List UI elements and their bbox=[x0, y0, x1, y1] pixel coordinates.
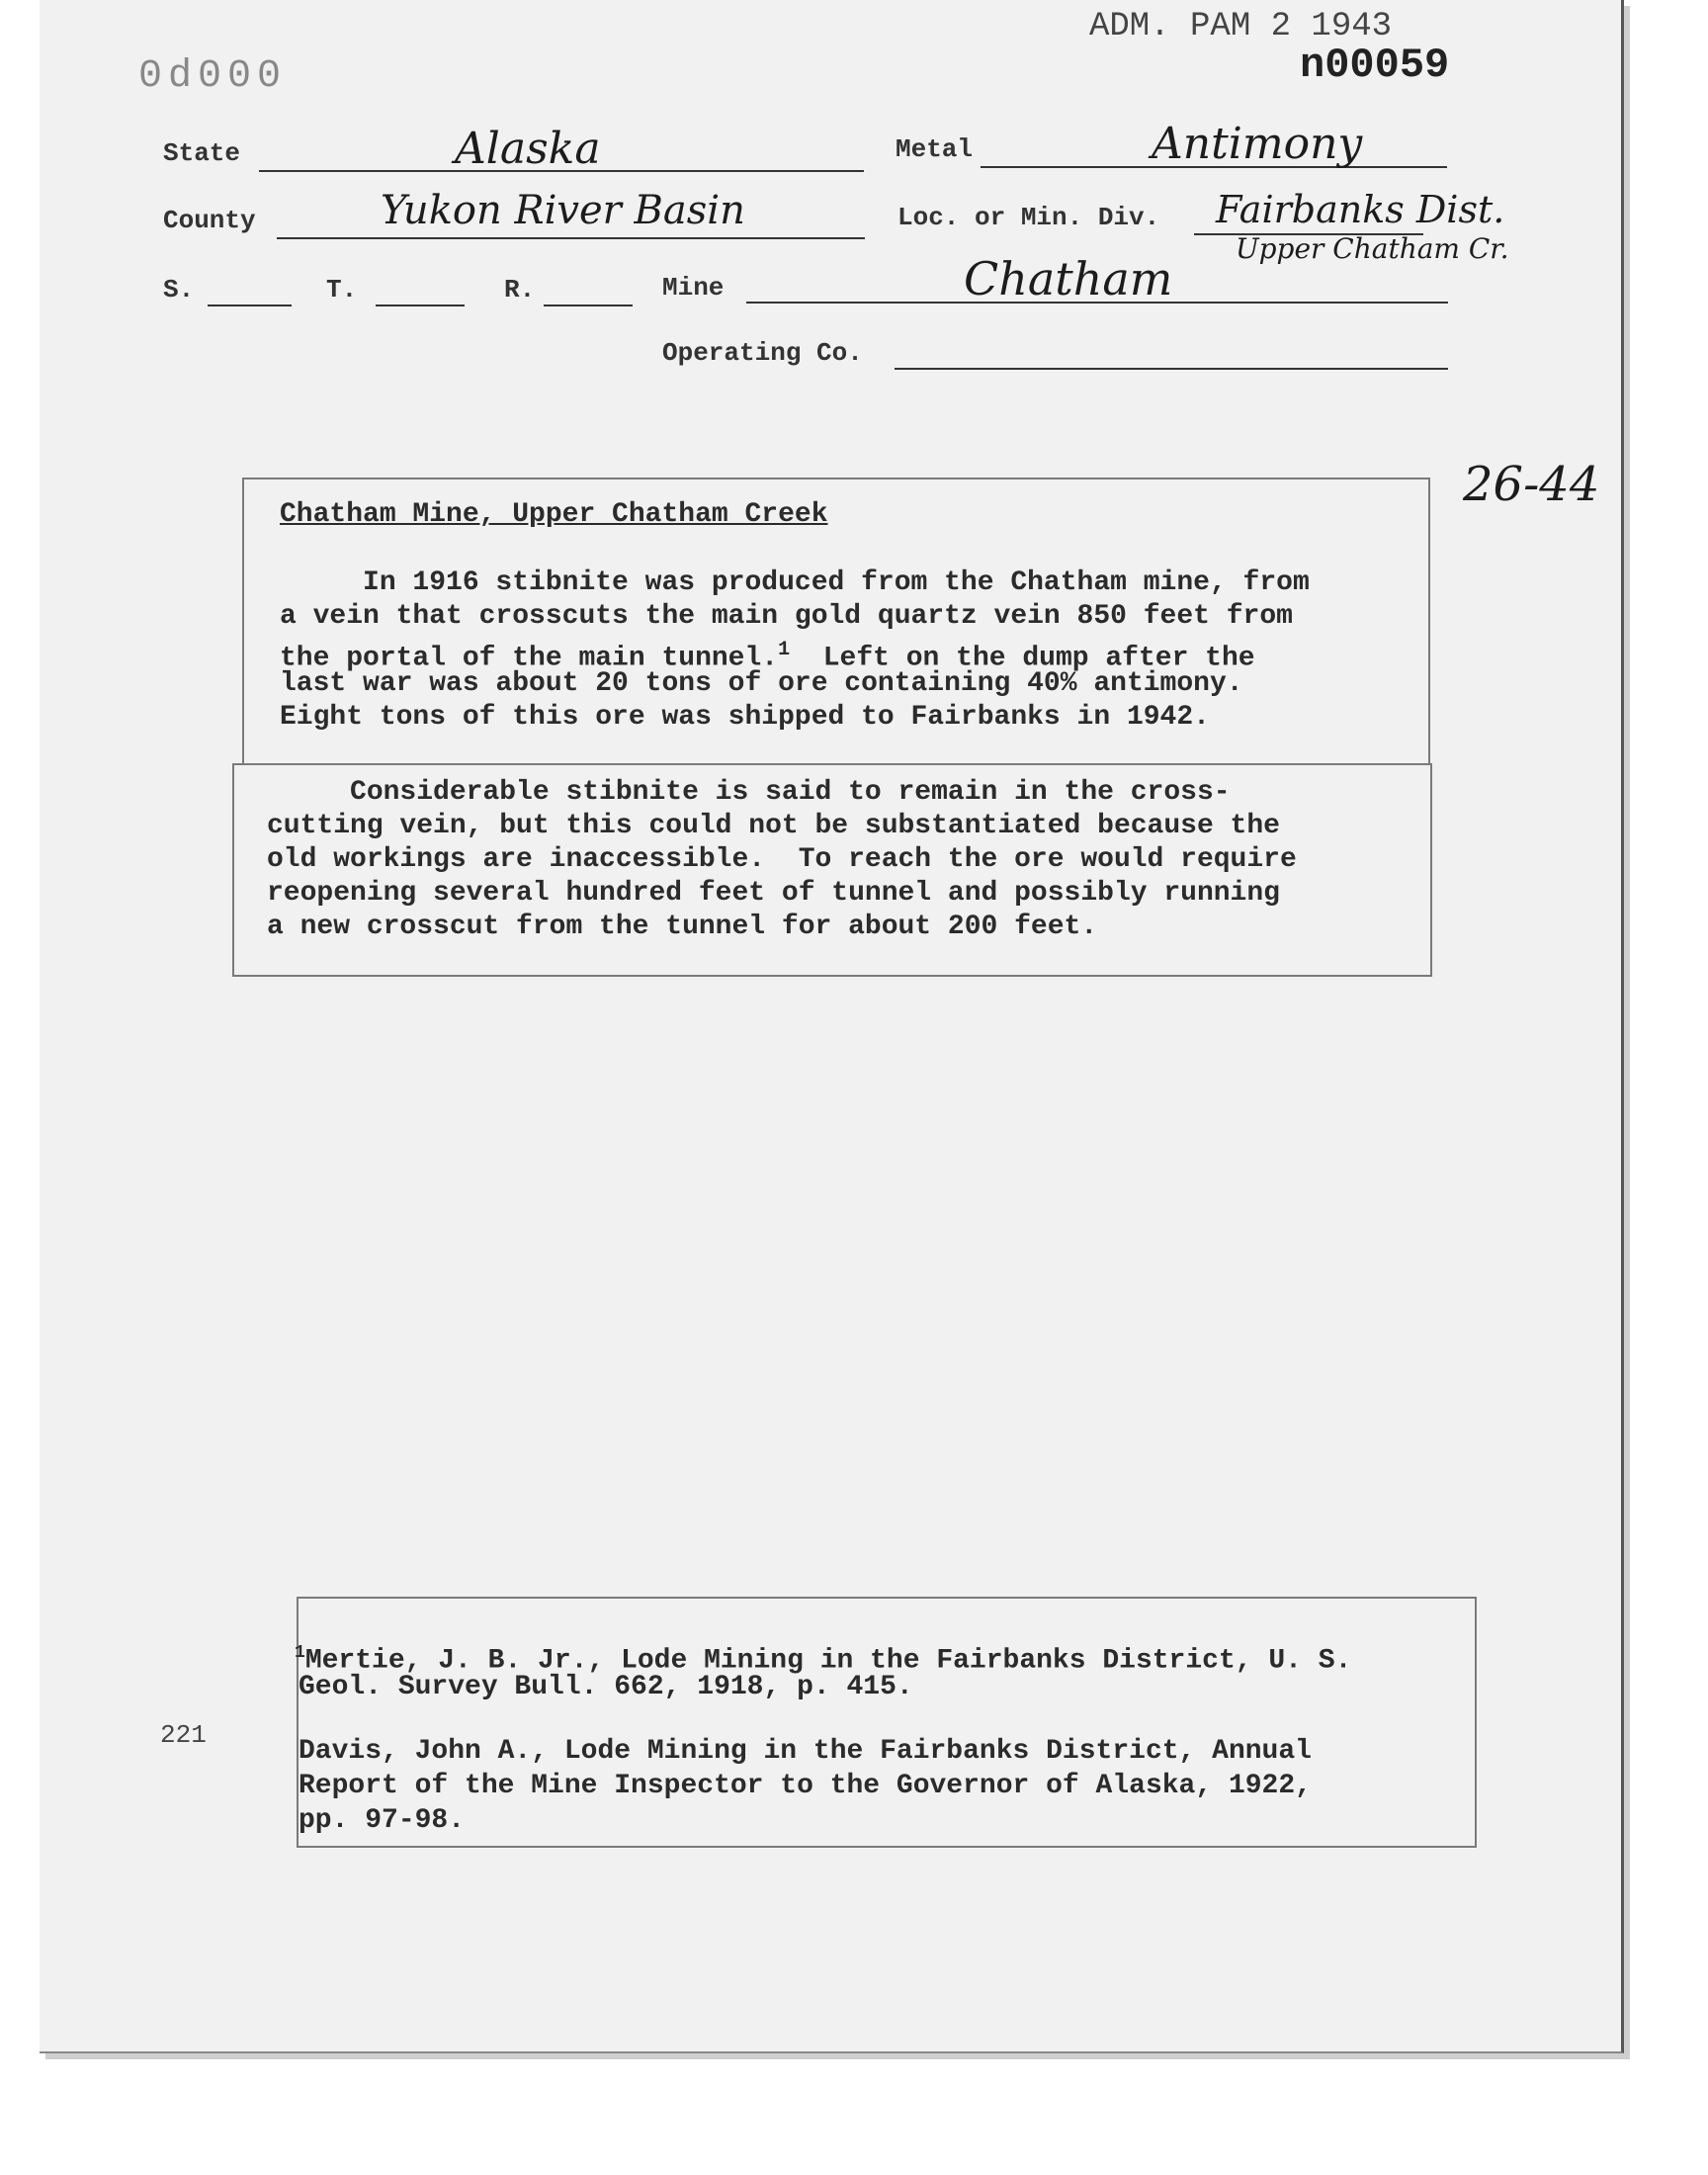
section-underline bbox=[208, 304, 292, 306]
county-value: Yukon River Basin bbox=[381, 188, 745, 233]
metal-value: Antimony bbox=[1152, 119, 1363, 169]
reference-1-text: Mertie, J. B. Jr., Lode Mining in the Fairbanks District, U. S. bbox=[304, 1645, 1352, 1677]
margin-note: 26-44 bbox=[1463, 457, 1600, 512]
mine-label: Mine bbox=[662, 273, 725, 303]
operating-company-underline bbox=[895, 368, 1448, 370]
state-label: State bbox=[163, 138, 241, 168]
file-reference: ADM. PAM 2 1943 bbox=[1089, 8, 1393, 45]
section2-line-5: a new crosscut from the tunnel for about 200 feet. bbox=[267, 912, 1098, 942]
section-label: S. bbox=[163, 275, 195, 304]
reference-1-line-2: Geol. Survey Bull. 662, 1918, p. 415. bbox=[299, 1672, 913, 1702]
section1-line-3-cont: Left on the dump after the bbox=[790, 643, 1255, 674]
section1-line-2: a vein that crosscuts the main gold quartz vein 850 feet from bbox=[280, 601, 1293, 632]
reference-1-mark: 1 bbox=[295, 1643, 305, 1663]
section-title: Chatham Mine, Upper Chatham Creek bbox=[280, 499, 828, 530]
document-page bbox=[40, 0, 1624, 2053]
district-label: Loc. or Min. Div. bbox=[897, 203, 1160, 232]
section2-line-2: cutting vein, but this could not be substantiated because the bbox=[267, 811, 1280, 841]
section1-line-5: Eight tons of this ore was shipped to Fairbanks in 1942. bbox=[280, 702, 1210, 733]
operating-company-label: Operating Co. bbox=[662, 338, 863, 368]
faint-stamp-number: 0d000 bbox=[138, 54, 288, 99]
metal-label: Metal bbox=[896, 134, 974, 164]
section1-line-4: last war was about 20 tons of ore containing 40% antimony. bbox=[280, 668, 1243, 699]
range-underline bbox=[544, 304, 633, 306]
section1-line-3-text: the portal of the main tunnel. bbox=[280, 643, 779, 674]
section2-line-4: reopening several hundred feet of tunnel and possibly running bbox=[267, 878, 1280, 909]
page-number: 221 bbox=[160, 1720, 207, 1750]
reference-2-line-1: Davis, John A., Lode Mining in the Fairbanks District, Annual bbox=[299, 1736, 1312, 1767]
county-underline bbox=[277, 237, 865, 239]
mine-value: Chatham bbox=[964, 252, 1173, 305]
section1-line-1: In 1916 stibnite was produced from the Chatham mine, from bbox=[280, 567, 1310, 598]
county-label: County bbox=[163, 206, 256, 235]
state-value: Alaska bbox=[455, 124, 601, 174]
section2-line-1: Considerable stibnite is said to remain in the cross- bbox=[267, 777, 1231, 808]
reference-2-line-3: pp. 97-98. bbox=[299, 1805, 466, 1836]
references-section bbox=[297, 1597, 1477, 1848]
district-subvalue: Upper Chatham Cr. bbox=[1236, 232, 1509, 265]
section2-line-3: old workings are inaccessible. To reach the ore would require bbox=[267, 844, 1297, 875]
district-value: Fairbanks Dist. bbox=[1216, 188, 1505, 231]
footnote-mark: 1 bbox=[778, 639, 791, 661]
range-label: R. bbox=[504, 275, 536, 304]
township-label: T. bbox=[326, 275, 358, 304]
township-underline bbox=[376, 304, 465, 306]
reference-2-line-2: Report of the Mine Inspector to the Governor of Alaska, 1922, bbox=[299, 1771, 1312, 1801]
document-number: n00059 bbox=[1300, 42, 1450, 89]
